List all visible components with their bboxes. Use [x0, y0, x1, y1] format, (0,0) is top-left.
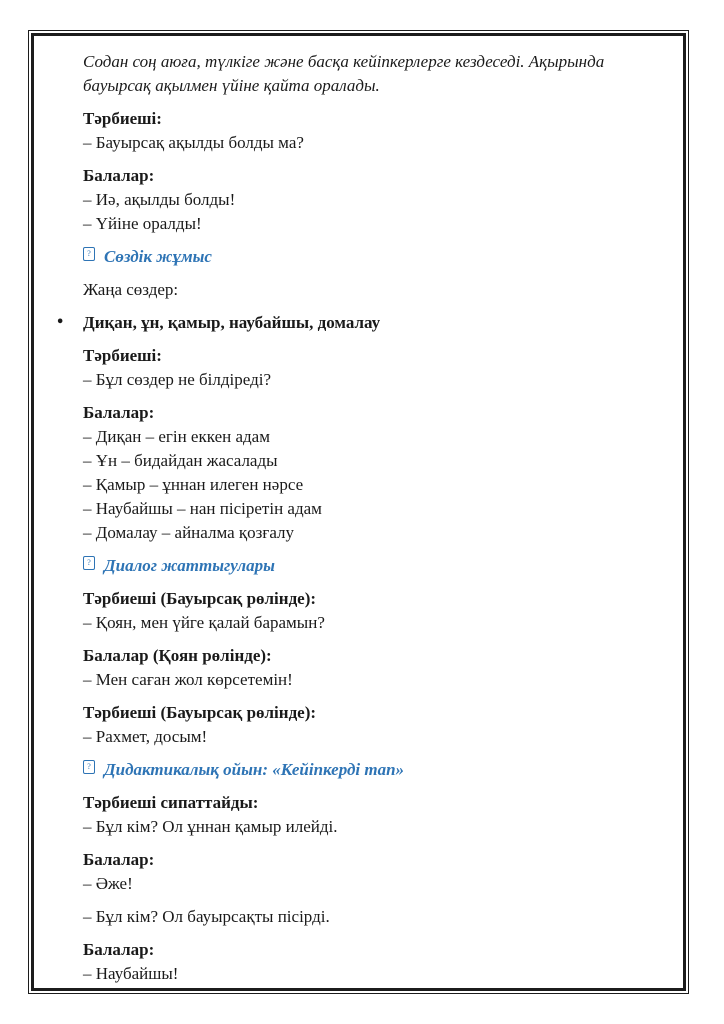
page-border-inner	[31, 33, 686, 991]
speaker-block	[83, 938, 653, 986]
dialogue-line: – Бұл кім? Ол ұннан қамыр илейді.	[83, 817, 338, 836]
missing-glyph-box-icon: ?	[83, 556, 95, 570]
paragraph	[83, 278, 653, 302]
intro-paragraph	[83, 50, 653, 98]
page-border	[28, 30, 689, 994]
intro-line: Содан соң аюға, түлкіге және басқа кейіпкерлерге кездеседі. Ақырында	[83, 52, 605, 71]
speaker-block	[83, 848, 653, 896]
dialogue-line: – Үйіне оралды!	[83, 214, 202, 233]
dialogue-line: – Мен саған жол көрсетемін!	[83, 670, 293, 689]
speaker-block	[83, 791, 653, 839]
dialogue-line: – Рахмет, досым!	[83, 727, 208, 746]
section-heading-text: Диалог жаттыгулары	[104, 556, 275, 575]
speaker-block	[83, 107, 653, 155]
dialogue-line: – Бұл сөздер не білдіреді?	[83, 370, 272, 389]
section-heading	[83, 758, 653, 782]
speaker-label: Балалар (Қоян рөлінде):	[83, 646, 272, 665]
section-heading-text: Дидактикалық ойын: «Кейіпкерді тап»	[104, 760, 405, 779]
intro-line: бауырсақ ақылмен үйіне қайта оралады.	[83, 76, 380, 95]
section-heading	[83, 245, 653, 269]
dialogue-line: – Наубайшы!	[83, 964, 179, 983]
speaker-label: Тәрбиеші (Бауырсақ рөлінде):	[83, 589, 317, 608]
bullet-item-text: Диқан, ұн, қамыр, наубайшы, домалау	[83, 313, 381, 332]
dialogue-line: – Иә, ақылды болды!	[83, 190, 236, 209]
dialogue-line: – Диқан – егін еккен адам	[83, 427, 270, 446]
bullet-dot-icon: •	[56, 315, 65, 330]
document-content	[56, 50, 653, 986]
speaker-label: Тәрбиеші:	[83, 109, 162, 128]
dialogue-line: – Қамыр – ұннан илеген нәрсе	[83, 475, 304, 494]
speaker-block	[83, 587, 653, 635]
paragraph-text: – Бұл кім? Ол бауырсақты пісірді.	[83, 907, 330, 926]
dialogue-line: – Домалау – айналма қозғалу	[83, 523, 295, 542]
speaker-label: Балалар:	[83, 850, 155, 869]
dialogue-line: – Әже!	[83, 874, 133, 893]
bullet-item	[56, 311, 653, 335]
dialogue-line: – Қоян, мен үйге қалай барамын?	[83, 613, 325, 632]
paragraph-text: Жаңа сөздер:	[83, 280, 179, 299]
speaker-label: Балалар:	[83, 940, 155, 959]
dialogue-line: – Наубайшы – нан пісіретін адам	[83, 499, 322, 518]
speaker-label: Тәрбиеші (Бауырсақ рөлінде):	[83, 703, 317, 722]
speaker-block	[83, 344, 653, 392]
speaker-block	[83, 644, 653, 692]
section-heading	[83, 554, 653, 578]
dialogue-line: – Бауырсақ ақылды болды ма?	[83, 133, 304, 152]
paragraph	[83, 905, 653, 929]
missing-glyph-box-icon: ?	[83, 760, 95, 774]
speaker-block	[83, 401, 653, 545]
speaker-label: Балалар:	[83, 166, 155, 185]
speaker-label: Балалар:	[83, 403, 155, 422]
missing-glyph-box-icon: ?	[83, 247, 95, 261]
speaker-block	[83, 701, 653, 749]
speaker-label: Тәрбиеші сипаттайды:	[83, 793, 259, 812]
speaker-block	[83, 164, 653, 236]
section-heading-text: Сөздік жұмыс	[104, 247, 212, 266]
speaker-label: Тәрбиеші:	[83, 346, 162, 365]
dialogue-line: – Ұн – бидайдан жасалады	[83, 451, 278, 470]
